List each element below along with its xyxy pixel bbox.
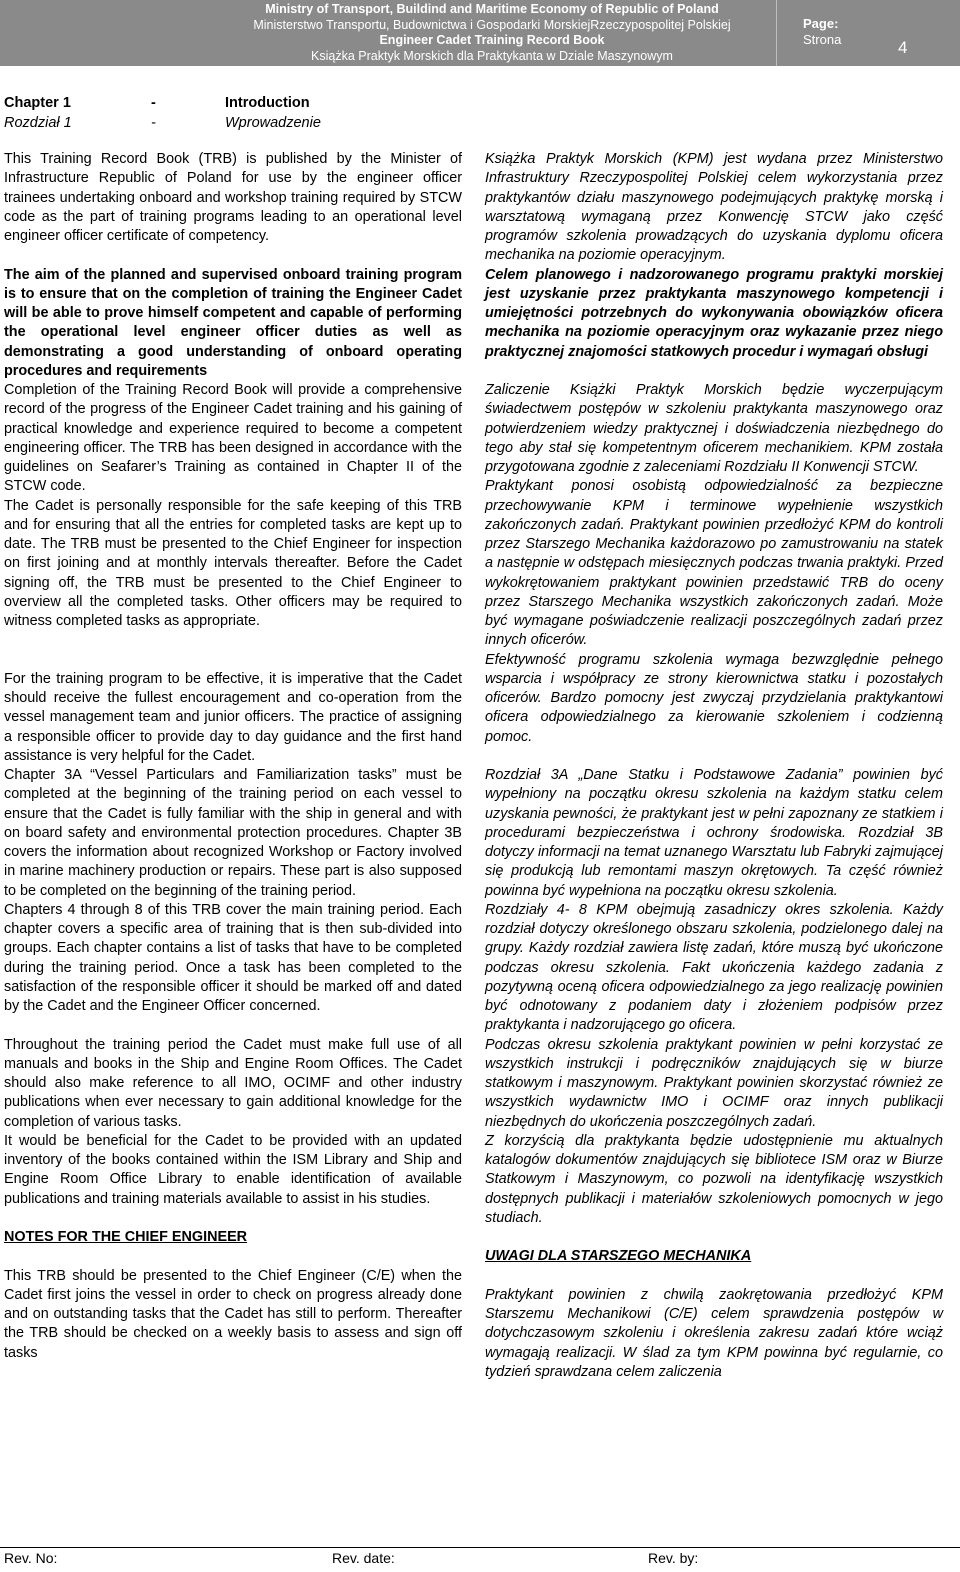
paragraph: Chapter 3A “Vessel Particulars and Familiarization tasks” must be completed at the beginning of the training period on each vessel to ensure that the Cadet is fully familiar with the ship in general and with on board safety and environmental protection procedures. Chapter 3B covers the information about recognized Workshop or Factory involved in marine machinery production or repairs. These part is also supposed to be completed on the beginning of the training period. <box>4 767 462 899</box>
paragraph-pl: Książka Praktyk Morskich (KPM) jest wydana przez Ministerstwo Infrastruktury Rzeczypospolitej Polskiej celem wykorzystania przez praktykantów działu maszynowego podejmujących praktykę morską i warsztatową wymaganą przez Konwencję STCW jako część programów szkolenia prowadzących do uzyskania dyplomu oficera mechanika na poziomie operacyjnym. <box>485 151 943 264</box>
paragraph: It would be beneficial for the Cadet to be provided with an updated inventory of the books contained within the ISM Library and Ship and Engine Room Office Library to enable identification of available publications and training materials available to assist in his studies. <box>4 1132 462 1207</box>
paragraph: The Cadet is personally responsible for the safe keeping of this TRB and for ensuring that all the entries for completed tasks are kept up to date. The TRB must be presented to the Chief Engineer for inspection on first joining and at monthly intervals thereafter. Before the Cadet signing off, the TRB must be presented to the Chief Engineer to overview all the completed tasks. Other officers may be required to witness completed tasks as appropriate. <box>4 497 462 629</box>
paragraph: This Training Record Book (TRB) is published by the Minister of Infrastructure Republic of Poland for use by the engineer officer trainees undertaking onboard and workshop training required by STCW code as the part of training programs leading to an operational level engineer officer certificate of competency. <box>4 151 462 244</box>
paragraph: For the training program to be effective, it is imperative that the Cadet should receive the fullest encouragement and co-operation from the vessel management team and junior officers. The practice of assigning a responsible officer to provide day to day guidance and the first hand assistance is very helpful for the Cadet. <box>4 670 462 764</box>
paragraph-pl: Praktykant powinien z chwilą zaokrętowania przedłożyć KPM Starszemu Mechanikowi (C/E) celem sprawdzenia postępów w dotychczasowym szkoleniu i określenia zakresu zadań które wciąż wymagają realizacji. W ślad za tym KPM powinna być regularnie, co tydzień sprawdzana celem zaliczenia <box>485 1286 943 1380</box>
chapter-label-pl: Rozdział 1 <box>4 114 72 131</box>
ministry-title-pl: Ministerstwo Transportu, Budownictwa i Gospodarki MorskiejRzeczypospolitej Polskiej <box>253 17 731 32</box>
paragraph: This TRB should be presented to the Chief Engineer (C/E) when the Cadet first joins the vessel in order to check on progress already done and on outstanding tasks that the Cadet has still to perform. Thereafter the TRB should be checked on a weekly basis to assess and sign off tasks <box>4 1267 462 1361</box>
english-column <box>4 150 462 1363</box>
paragraph-pl: Efektywność programu szkolenia wymaga bezwzględnie pełnego wsparcia i współpracy ze strony kierownictwa statku i pozostałych oficerów. Bardzo pomocny jest zwyczaj przydzielania praktykantowi oficera odpowiedzialnego za kierowanie szkoleniem i codzienną pomoc. <box>485 651 943 745</box>
page-header <box>0 0 960 66</box>
notes-heading: NOTES FOR THE CHIEF ENGINEER <box>4 1229 248 1245</box>
ministry-title-en: Ministry of Transport, Buildind and Maritime Economy of Republic of Poland <box>265 2 719 16</box>
chapter-dash: - <box>151 95 156 111</box>
paragraph-aim: The aim of the planned and supervised onboard training program is to ensure that on the completion of training the Engineer Cadet will be able to prove himself competent and capable of performing the operational level engineer officer duties as well as demonstrating a good understanding of onboard operating procedures and requirements <box>4 266 462 379</box>
book-title-pl: Książka Praktyk Morskich dla Praktykanta w Dziale Maszynowym <box>311 48 673 63</box>
paragraph: Chapters 4 through 8 of this TRB cover the main training period. Each chapter covers a specific area of training that is then sub-divided into groups. Each chapter contains a list of tasks that have to be completed during the training period. Once a task has been completed to the satisfaction of the responsible officer it should be marked off and dated by the Cadet and the Engineer Officer concerned. <box>4 901 462 1014</box>
header-titles <box>218 2 766 64</box>
paragraph-pl: Rozdział 3A „Dane Statku i Podstawowe Zadania” powinien być wypełniony na początku okresu szkolenia na każdym statku celem uzyskania pewności, że praktykant jest w pełni zapoznany ze statkiem i procedurami bezpieczeństwa i ochrony środowiska. Rozdział 3B dotyczy informacji na temat uznanego Warsztatu lub Fabryki zajmującej się produkcją lub remontami maszyn okrętowych. Ta część również powinna być wypełniona na początku okresu szkolenia. <box>485 767 943 899</box>
polish-column <box>485 150 943 1382</box>
page-label-block <box>803 16 841 48</box>
page-label-pl: Strona <box>803 32 842 47</box>
header-divider <box>776 0 777 66</box>
rev-by-label: Rev. by: <box>648 1550 699 1566</box>
paragraph: Throughout the training period the Cadet must make full use of all manuals and books in the Ship and Engine Room Offices. The Cadet should also make reference to all IMO, OCIMF and other industry publications when ever necessary to gain additional knowledge for the completion of various tasks. <box>4 1036 462 1130</box>
paragraph-pl: Zaliczenie Książki Praktyk Morskich będzie wyczerpującym świadectwem postępów w szkoleniu praktykanta maszynowego oraz potwierdzeniem wiedzy praktycznej i doświadczenia niezbędnego do tego aby stał się kompetentnym oficerem mechanikiem. KPM została przygotowana zgodnie z zaleceniami Rozdziału II Konwencji STCW. <box>485 382 943 475</box>
paragraph-pl: Praktykant ponosi osobistą odpowiedzialność za bezpieczne przechowywanie KPM i terminowe wypełnienie wszystkich zakończonych zadań. Praktykant powinien przedłożyć KPM do kontroli przez Starszego Mechanika każdorazowo po zamustrowaniu na statek a następnie w odstępach miesięcznych podczas trwania praktyki. Przed wykokrętowaniem praktykant powinien przedstawić TRB do oceny przez Starszego Mechanika wszystkich zakończonych zadań. Może być wymagane poświadczenie realizacji poszczególnych zadań przez innych oficerów. <box>485 478 943 649</box>
notes-heading-pl: UWAGI DLA STARSZEGO MECHANIKA <box>485 1248 752 1265</box>
chapter-heading-en <box>4 94 321 114</box>
page-label: Page: <box>803 16 839 31</box>
chapter-title-pl: Wprowadzenie <box>225 114 321 131</box>
paragraph-aim-pl: Celem planowego i nadzorowanego programu praktyki morskiej jest uzyskanie przez praktykanta maszynowego kompetencji i umiejętności potrzebnych do wykonywania obowiązków oficera mechanika na poziomie operacyjnym oraz wykazanie przez niego praktycznej znajomości statkowych procedur i wymagań obsługi <box>485 266 943 360</box>
chapter-dash-pl: - <box>151 114 156 131</box>
revision-footer <box>0 1547 960 1572</box>
chapter-label: Chapter 1 <box>4 95 71 111</box>
rev-no-label: Rev. No: <box>4 1550 58 1566</box>
chapter-heading-pl <box>4 114 321 134</box>
paragraph-pl: Podczas okresu szkolenia praktykant powinien w pełni korzystać ze wszystkich instrukcji i podręczników znajdujących się w biurze statkowym i maszynowym. Praktykant powinien skorzystać również ze wszystkich wydawnictw IMO i OCIMF oraz innych publikacji niezbędnych do ukończenia poszczególnych zadań. <box>485 1036 943 1130</box>
chapter-title: Introduction <box>225 95 310 111</box>
chapter-heading <box>4 94 321 133</box>
page-number: 4 <box>898 38 908 57</box>
book-title-en: Engineer Cadet Training Record Book <box>379 33 605 47</box>
paragraph: Completion of the Training Record Book will provide a comprehensive record of the progress of the Engineer Cadet training and his gaining of practical knowledge and experience required to become a competent engineering officer. The TRB has been designed in accordance with the guidelines on Seafarer’s Training as contained in Chapter II of the STCW code. <box>4 382 462 495</box>
paragraph-pl: Z korzyścią dla praktykanta będzie udostępnienie mu aktualnych katalogów dokumentów znajdujących się bibliotece ISM oraz w Biurze Statkowym i Maszynowym, co pozwoli na identyfikację wszystkich dostępnych publikacji i materiałów szkoleniowych pomocnych w jego studiach. <box>485 1132 943 1226</box>
paragraph-pl: Rozdziały 4- 8 KPM obejmują zasadniczy okres szkolenia. Każdy rozdział dotyczy określonego obszaru szkolenia, podzielonego dalej na grupy. Każdy rozdział zawiera listę zadań, które muszą być ukończone podczas okresu szkolenia. Fakt ukończenia każdego zadania z pozytywną oceną oficera odpowiedzialnego za jego realizację powinien być odnotowany z podaniem daty i złożeniem podpisów przez praktykanta i nadzorującego go oficera. <box>485 901 943 1034</box>
rev-date-label: Rev. date: <box>332 1550 395 1566</box>
